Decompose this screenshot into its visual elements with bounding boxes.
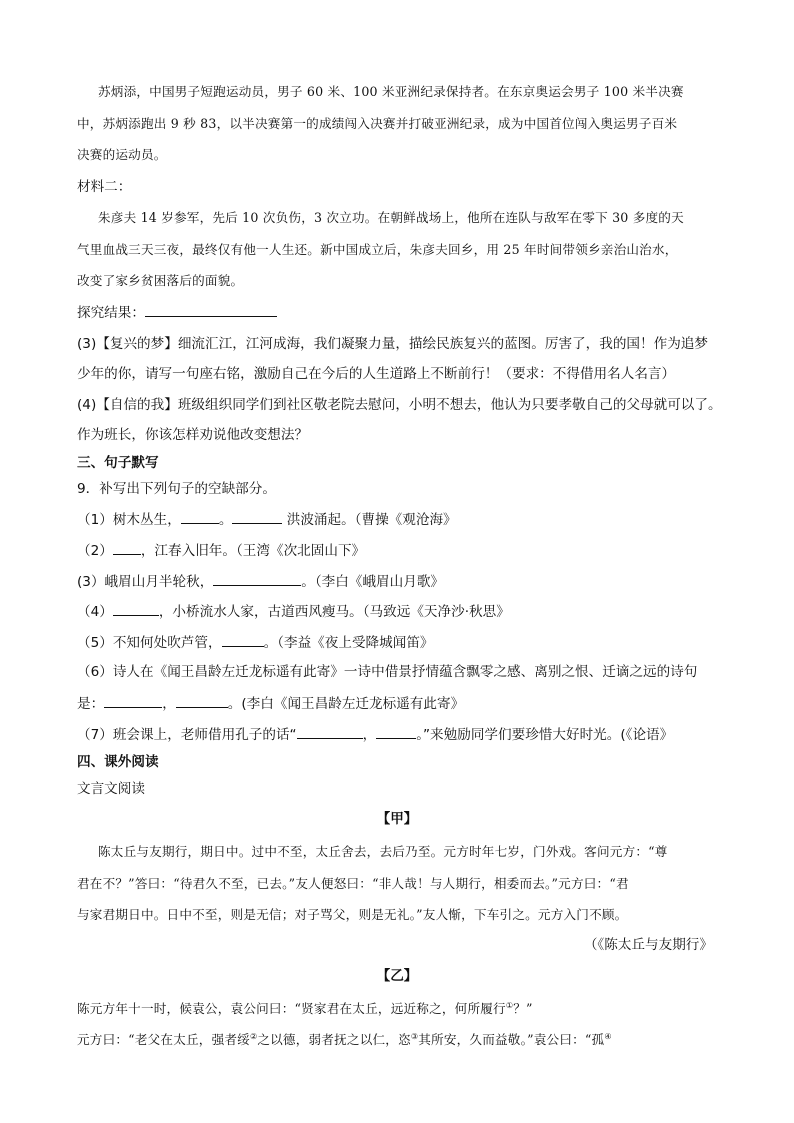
- material1-line1: 苏炳添，中国男子短跑运动员，男子 60 米、100 米亚洲纪录保持者。在东京奥运会男子 100 米半决赛: [98, 84, 684, 99]
- material1-line3: 决赛的运动员。: [77, 147, 167, 162]
- q9-item-7: （7）班会课上，老师借用孔子的话“ ， 。”来勉励同学们要珍惜大好时光。(《论语》: [77, 724, 673, 745]
- answer-blank[interactable]: [222, 632, 264, 647]
- explore-label: 探究结果：: [77, 305, 145, 321]
- q9-item-1: （1）树木丛生， 。 洪波涌起。（曹操《观沧海》: [77, 509, 457, 530]
- passage-jia-line1: 陈太丘与友期行，期日中。过中不至，太丘舍去，去后乃至。元方时年七岁，门外戏。客问元方：“尊: [98, 844, 668, 859]
- answer-blank[interactable]: [176, 693, 228, 708]
- q9-item-6-cont: 是： ， 。(李白《闻王昌龄左迁龙标遥有此寄》: [77, 693, 464, 714]
- q4-line1: (4)【自信的我】班级组织同学们到社区敬老院去慰问，小明不想去，他认为只要孝敬自己的父母就可以了。: [77, 397, 722, 413]
- q9-item-6: （6）诗人在《闻王昌龄左迁龙标遥有此寄》一诗中借景抒情蕴含飘零之感、离别之恨、迁谪之远的诗句: [77, 664, 698, 680]
- passage-jia-title: 【甲】: [376, 811, 418, 827]
- material2-line3: 改变了家乡贫困落后的面貌。: [77, 273, 244, 288]
- passage-jia-line3: 与家君期日中。日中不至，则是无信；对子骂父，则是无礼。”友人惭，下车引之。元方入门不顾。: [77, 907, 628, 922]
- passage-yi-line2: 元方曰：“老父在太丘，强者绥②之以德，弱者抚之以仁，恣③其所安，久而益敬。”袁公曰：“孤④: [77, 1031, 612, 1047]
- q9-item-4: （4） ，小桥流水人家，古道西风瘦马。（马致远《天净沙·秋思》: [77, 601, 510, 622]
- q9-item-5: （5）不知何处吹芦管， 。（李益《夜上受降城闻笛》: [77, 632, 434, 653]
- section4-title: 四、课外阅读: [77, 754, 159, 770]
- q3-line2: 少年的你，请写一句座右铭，激励自己在今后的人生道路上不断前行！（要求：不得借用名人名言）: [77, 366, 676, 382]
- passage-yi-title: 【乙】: [376, 968, 418, 984]
- passage-jia-source: （《陈太丘与友期行》: [583, 937, 713, 953]
- answer-blank[interactable]: [113, 601, 159, 616]
- passage-jia-line2: 君在不？”答曰：“待君久不至，已去。”友人便怒曰：“非人哉！与人期行，相委而去。”元方曰：“君: [77, 876, 629, 891]
- explore-result: [77, 302, 277, 323]
- material2-line2: 气里血战三天三夜，最终仅有他一人生还。新中国成立后，朱彦夫回乡，用 25 年时间带领乡亲治山治水，: [77, 242, 678, 257]
- answer-blank[interactable]: [145, 302, 277, 317]
- classical-reading-heading: 文言文阅读: [77, 781, 145, 797]
- answer-blank[interactable]: [104, 693, 162, 708]
- answer-blank[interactable]: [376, 724, 416, 739]
- answer-blank[interactable]: [181, 509, 219, 524]
- q9-prompt: 9．补写出下列句子的空缺部分。: [77, 481, 276, 497]
- q3-line1: (3)【复兴的梦】细流汇江，江河成海，我们凝聚力量，描绘民族复兴的蓝图。厉害了，我的国！作为追梦: [77, 336, 708, 352]
- material2-heading: 材料二：: [77, 179, 132, 195]
- answer-blank[interactable]: [232, 509, 282, 524]
- answer-blank[interactable]: [297, 724, 363, 739]
- material2-line1: 朱彦夫 14 岁参军，先后 10 次负伤，3 次立功。在朝鲜战场上，他所在连队与敌军在零下 30 多度的天: [98, 210, 684, 225]
- section3-title: 三、句子默写: [77, 455, 159, 471]
- q4-line2: 作为班长，你该怎样劝说他改变想法？: [77, 427, 309, 443]
- passage-yi-line1: 陈元方年十一时，候袁公，袁公问曰：“贤家君在太丘，远近称之，何所履行①？”: [77, 1000, 533, 1016]
- answer-blank[interactable]: [113, 540, 141, 555]
- q9-item-3: (3）峨眉山月半轮秋， 。（李白《峨眉山月歌》: [77, 571, 444, 592]
- answer-blank[interactable]: [213, 571, 301, 586]
- q9-item-2: （2） ，江春入旧年。（王湾《次北固山下》: [77, 540, 365, 561]
- material1-line2: 中，苏炳添跑出 9 秒 83，以半决赛第一的成绩闯入决赛并打破亚洲纪录，成为中国首位闯入奥运男子百米: [77, 116, 678, 131]
